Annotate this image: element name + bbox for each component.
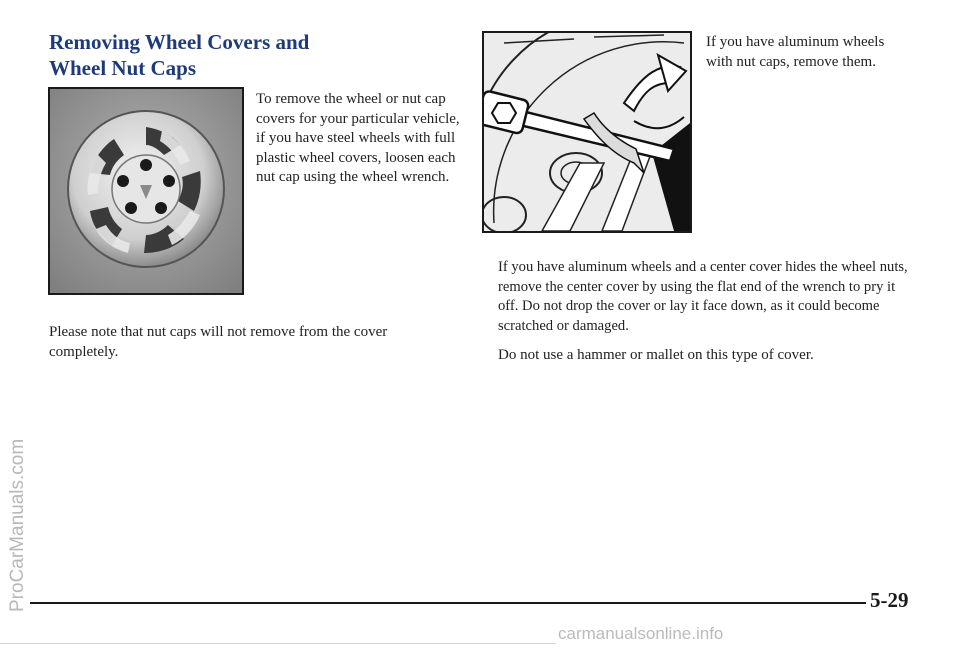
section-title-line-2: Wheel Nut Caps <box>49 56 197 80</box>
steel-wheels-instructions: To remove the wheel or nut cap covers for your particular vehicle, if you have steel wheels with full plastic wheel covers, loosen each nut cap using the wheel wrench. <box>256 91 460 185</box>
footer-url: carmanualsonline.info <box>558 624 724 643</box>
no-hammer-warning: Do not use a hammer or mallet on this type of cover. <box>498 347 814 363</box>
page-number: 5-29 <box>870 588 909 612</box>
section-title <box>49 29 309 81</box>
footer-rule <box>30 602 866 604</box>
aluminum-nut-caps-instructions: If you have aluminum wheels with nut caps, remove them. <box>706 34 885 70</box>
wrench-removing-nut-cap-illustration <box>482 31 692 233</box>
watermark <box>4 240 28 620</box>
aluminum-center-cover-instructions: If you have aluminum wheels and a center cover hides the wheel nuts, remove the center cover by using the flat end of the wrench to pry it off. Do not drop the cover or lay it face down, as it could become scratched or damaged. <box>498 259 908 334</box>
nut-caps-note: Please note that nut caps will not remove from the cover completely. <box>49 324 388 360</box>
footer-divider <box>0 643 556 644</box>
watermark-text: ProCarManuals.com <box>7 438 28 612</box>
wheel-cover-illustration <box>48 87 244 295</box>
section-title-line-1: Removing Wheel Covers and <box>49 30 310 54</box>
